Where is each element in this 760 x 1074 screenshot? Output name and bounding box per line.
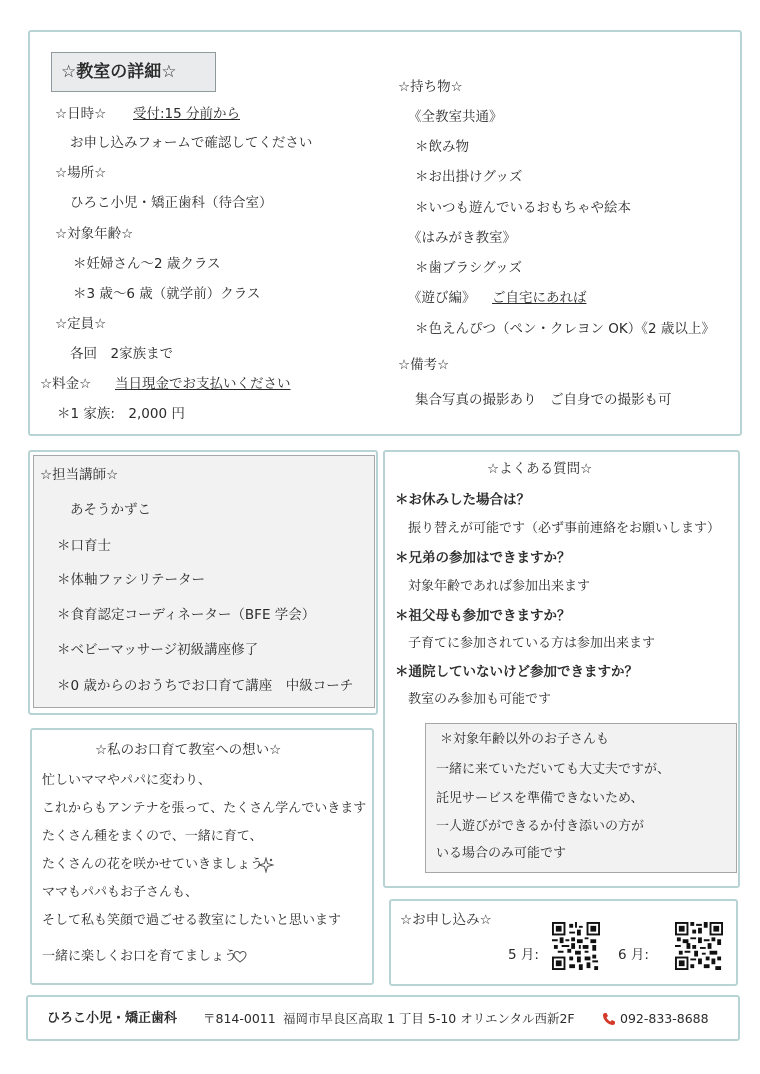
teacher-title: ☆担当講師☆ bbox=[40, 467, 119, 483]
faq-question: ＊通院していないけど参加できますか？ bbox=[395, 664, 638, 680]
faq-title: ☆よくある質問☆ bbox=[487, 461, 593, 477]
play-label: 《遊び編》 bbox=[408, 290, 476, 306]
faq-note-line: 一緒に来ていただいても大丈夫ですが、 bbox=[436, 762, 671, 777]
faq-answer: 振り替えが可能です（必ず事前連絡をお願いします） bbox=[408, 521, 721, 536]
play-item: ＊色えんぴつ（ペン・クレヨン OK）《2 歳以上》 bbox=[415, 321, 715, 337]
datetime-text: お申し込みフォームで確認してください bbox=[70, 135, 313, 151]
faq-note-line: ＊対象年齢以外のお子さんも bbox=[440, 732, 610, 747]
faq-answer: 教室のみ参加も可能です bbox=[408, 692, 552, 707]
faq-note-line: いる場合のみ可能です bbox=[436, 846, 567, 861]
message-line: そして私も笑顔で過ごせる教室にしたいと思います bbox=[42, 913, 342, 928]
fee-note: 当日現金でお支払いください bbox=[115, 376, 291, 392]
belongings-label: ☆持ち物☆ bbox=[398, 79, 463, 95]
common-item: ＊飲み物 bbox=[415, 139, 469, 155]
datetime-note: 受付:15 分前から bbox=[133, 106, 241, 122]
message-line: たくさん種をまくので、一緒に育て、 bbox=[42, 829, 263, 844]
age-item: ＊3 歳～6 歳（就学前）クラス bbox=[73, 286, 261, 302]
credential-item: ＊体軸ファシリテーター bbox=[57, 572, 205, 588]
footer-address: 福岡市早良区高取 1 丁目 5-10 オリエンタル西新2F bbox=[283, 1011, 575, 1026]
apply-title: ☆お申し込み☆ bbox=[400, 912, 492, 928]
remarks-text: 集合写真の撮影あり ご自身での撮影も可 bbox=[415, 392, 672, 408]
faq-answer: 対象年齢であれば参加出来ます bbox=[408, 579, 591, 594]
common-item: ＊いつも遊んでいるおもちゃや絵本 bbox=[415, 200, 631, 216]
teacher-name: あそうかずこ bbox=[70, 502, 151, 518]
faq-answer: 子育てに参加されている方は参加出来ます bbox=[408, 636, 656, 651]
faq-question: ＊お休みした場合は？ bbox=[395, 492, 530, 508]
message-line: 忙しいママやパパに変わり、 bbox=[42, 773, 212, 788]
message-line: ママもパパもお子さんも、 bbox=[42, 885, 199, 900]
message-line: 一緒に楽しくお口を育てましょう bbox=[42, 949, 238, 964]
qr-code-may[interactable] bbox=[552, 922, 600, 970]
credential-item: ＊口育士 bbox=[57, 538, 111, 554]
june-label: 6 月: bbox=[618, 947, 649, 963]
footer-postal: 〒814-0011 bbox=[203, 1011, 276, 1026]
footer-clinic: ひろこ小児・矯正歯科 bbox=[47, 1011, 178, 1026]
credential-item: ＊0 歳からのおうちでお口育て講座 中級コーチ bbox=[57, 678, 354, 694]
capacity-label: ☆定員☆ bbox=[55, 316, 107, 332]
credential-item: ＊ベビーマッサージ初級講座修了 bbox=[57, 642, 259, 658]
age-label: ☆対象年齢☆ bbox=[55, 226, 134, 242]
age-item: ＊妊婦さん～2 歳クラス bbox=[73, 256, 221, 272]
remarks-label: ☆備考☆ bbox=[398, 357, 450, 373]
common-label: 《全教室共通》 bbox=[408, 109, 503, 125]
sparkle-icon bbox=[258, 857, 274, 873]
credential-item: ＊食育認定コーディネーター（BFE 学会） bbox=[57, 607, 316, 623]
place-label: ☆場所☆ bbox=[55, 165, 107, 181]
faq-question: ＊兄弟の参加はできますか？ bbox=[395, 550, 571, 566]
brushing-item: ＊歯ブラシグッズ bbox=[415, 260, 523, 276]
brushing-label: 《はみがき教室》 bbox=[408, 230, 516, 246]
faq-note-line: 一人遊びができるか付き添いの方が bbox=[436, 819, 645, 834]
phone-icon bbox=[602, 1012, 616, 1026]
faq-note-line: 託児サービスを準備できないため、 bbox=[436, 791, 644, 806]
message-title: ☆私のお口育て教室への想い☆ bbox=[95, 742, 282, 758]
qr-code-june[interactable] bbox=[675, 922, 723, 970]
place-text: ひろこ小児・矯正歯科（待合室） bbox=[70, 195, 273, 211]
faq-question: ＊祖父母も参加できますか？ bbox=[395, 608, 571, 624]
heart-icon bbox=[233, 950, 247, 964]
fee-label: ☆料金☆ bbox=[40, 376, 92, 392]
message-line: これからもアンテナを張って、たくさん学んでいきます bbox=[42, 801, 367, 816]
may-label: 5 月: bbox=[508, 947, 539, 963]
datetime-label: ☆日時☆ bbox=[55, 106, 107, 122]
footer-phone[interactable]: 092-833-8688 bbox=[620, 1011, 709, 1026]
capacity-text: 各回 2家族まで bbox=[70, 346, 174, 362]
play-note: ご自宅にあれば bbox=[492, 290, 587, 306]
fee-text: ＊1 家族: 2,000 円 bbox=[57, 406, 185, 422]
message-line: たくさんの花を咲かせていきましょう bbox=[42, 857, 264, 872]
common-item: ＊お出掛けグッズ bbox=[415, 169, 523, 185]
details-title: ☆教室の詳細☆ bbox=[51, 52, 216, 92]
